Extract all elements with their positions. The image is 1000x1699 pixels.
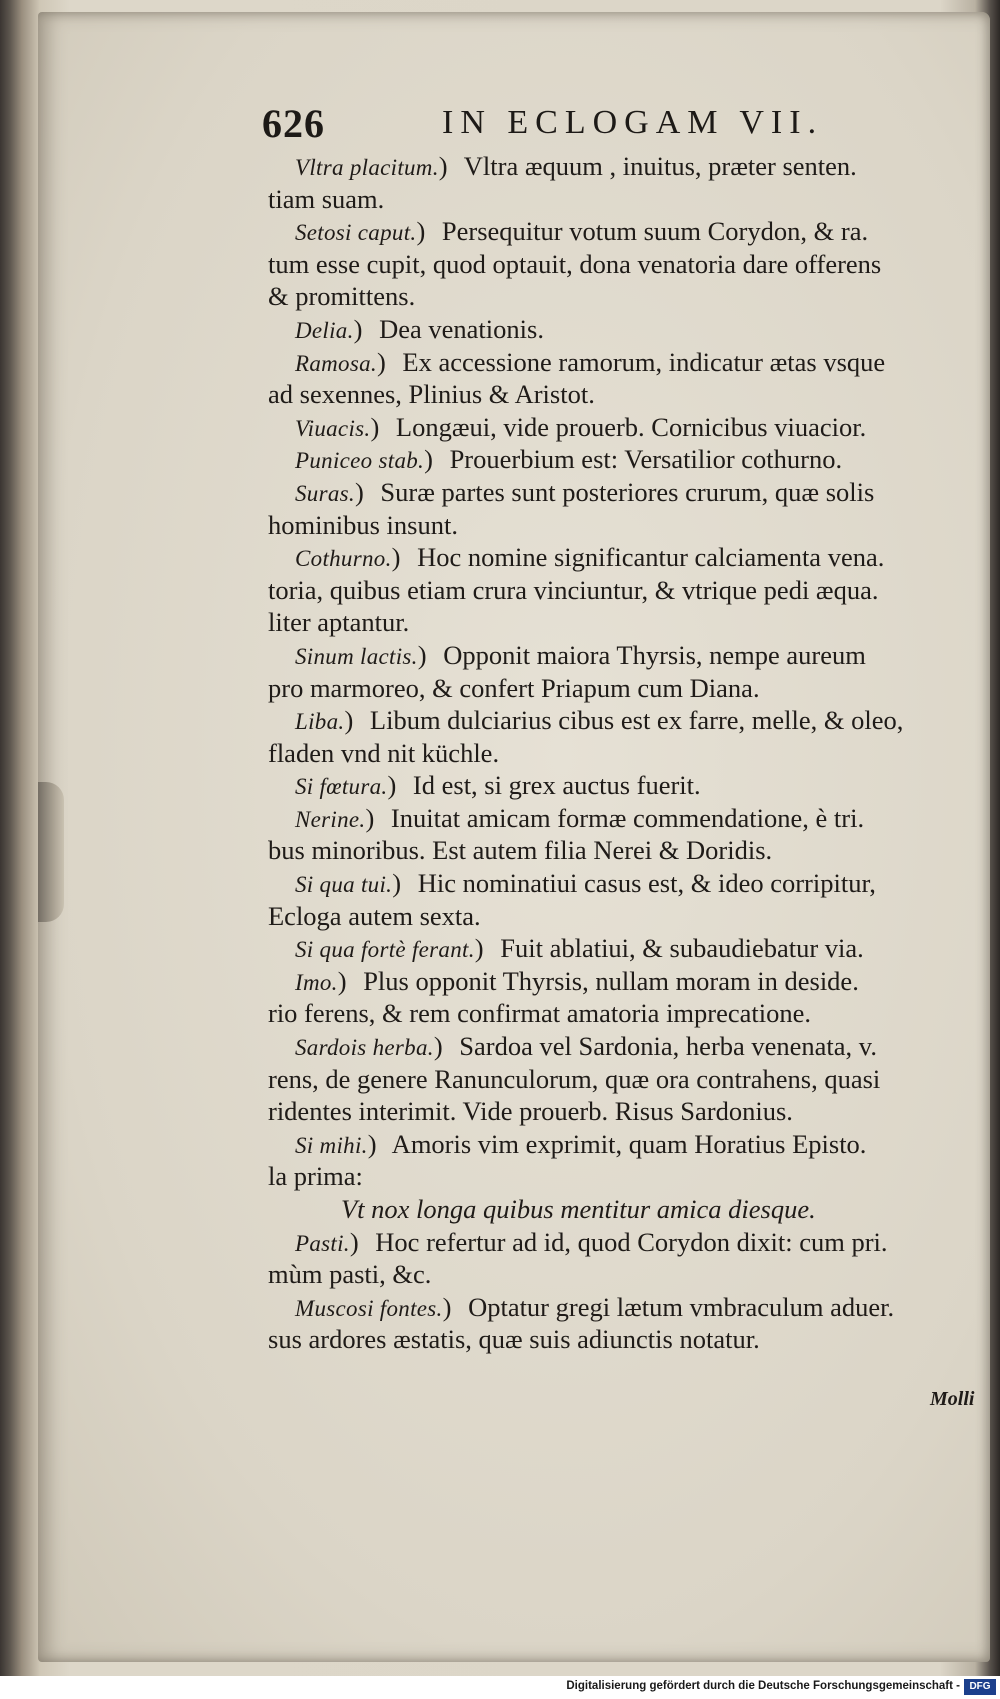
- lemma: Sardois herba.: [295, 1035, 434, 1061]
- gloss-text: Longæui, vide prouerb. Cornicibus viuacior.: [389, 411, 867, 442]
- lemma: Delia.: [295, 317, 354, 343]
- lemma-parenthesis: ): [367, 1128, 377, 1159]
- commentary-continuation: hominibus insunt.: [268, 509, 458, 540]
- commentary-entry: [268, 639, 988, 672]
- lemma-parenthesis: ): [438, 151, 448, 181]
- gloss-text: Fuit ablatiui, & subaudiebatur via.: [493, 933, 864, 964]
- lemma: Liba.: [295, 709, 345, 735]
- dfg-logo: DFG: [964, 1679, 996, 1695]
- lemma: Suras.: [295, 480, 355, 506]
- lemma-parenthesis: ): [417, 639, 427, 670]
- commentary-continuation: la prima:: [268, 1161, 363, 1192]
- lemma: Pasti.: [295, 1230, 350, 1256]
- commentary-entry: [268, 1030, 988, 1063]
- commentary-entry: [268, 313, 988, 346]
- commentary-continuation: bus minoribus. Est autem filia Nerei & Doridis.: [268, 835, 773, 866]
- lemma-parenthesis: ): [344, 705, 354, 736]
- page-number: 626: [262, 101, 325, 146]
- commentary-entry: [268, 1226, 988, 1259]
- gloss-text: Libum dulciarius cibus est ex farre, melle, & oleo,: [363, 705, 904, 736]
- commentary-entry: [268, 1128, 988, 1161]
- commentary-text: [268, 150, 988, 1356]
- lemma-parenthesis: ): [424, 444, 433, 475]
- lemma: Setosi caput.: [295, 220, 417, 246]
- commentary-entry: [268, 1291, 988, 1324]
- lemma: Si mihi.: [295, 1132, 368, 1158]
- commentary-entry: [268, 541, 988, 574]
- lemma: Vltra placitum.: [295, 155, 439, 180]
- commentary-entry: [268, 443, 988, 476]
- gloss-text: Plus opponit Thyrsis, nullam moram in deside.: [356, 965, 859, 996]
- catchword: Molli: [930, 1388, 975, 1410]
- lemma: Si qua fortè ferant.: [295, 937, 475, 963]
- lemma: Puniceo stab.: [295, 448, 425, 474]
- lemma: Nerine.: [295, 806, 366, 832]
- gloss-text: Opponit maiora Thyrsis, nempe aureum: [436, 639, 866, 670]
- gloss-text: Persequitur votum suum Corydon, & ra.: [435, 216, 869, 247]
- gloss-text: Sardoa vel Sardonia, herba venenata, v.: [452, 1031, 877, 1062]
- commentary-entry: [268, 476, 988, 509]
- gloss-text: Ex accessione ramorum, indicatur ætas vsque: [395, 346, 886, 377]
- lemma: Muscosi fontes.: [295, 1295, 443, 1321]
- gloss-text: Vltra æquum , inuitus, præter senten.: [457, 151, 857, 181]
- lemma: Si qua tui.: [295, 872, 393, 898]
- gloss-text: Optatur gregi lætum vmbraculum aduer.: [461, 1291, 895, 1322]
- gloss-text: Dea venationis.: [372, 313, 544, 344]
- gloss-text: Hoc refertur ad id, quod Corydon dixit: cum pri.: [368, 1226, 888, 1257]
- lemma-parenthesis: ): [337, 965, 347, 996]
- commentary-continuation: pro marmoreo, & confert Priapum cum Diana.: [268, 672, 760, 703]
- lemma: Imo.: [295, 969, 338, 995]
- gloss-text: Amoris vim exprimit, quam Horatius Episto.: [386, 1128, 867, 1159]
- gloss-text: Id est, si grex auctus fuerit.: [406, 770, 701, 801]
- lemma-parenthesis: ): [370, 411, 380, 442]
- commentary-entry: [268, 802, 988, 835]
- lemma-parenthesis: ): [391, 542, 401, 573]
- commentary-continuation: & promittens.: [268, 281, 416, 312]
- commentary-entry: [268, 150, 988, 183]
- page-title: IN ECLOGAM VII.: [442, 104, 824, 141]
- quotation-line: Vt nox longa quibus mentitur amica diesque.: [341, 1194, 816, 1224]
- commentary-continuation: liter aptantur.: [268, 607, 410, 638]
- lemma-parenthesis: ): [416, 216, 426, 247]
- commentary-entry: [268, 215, 988, 248]
- commentary-continuation: rens, de genere Ranunculorum, quæ ora contrahens, quasi: [268, 1063, 881, 1094]
- commentary-entry: [268, 932, 988, 965]
- gloss-text: Suræ partes sunt posteriores crurum, quæ solis: [373, 476, 875, 507]
- gloss-text: Hic nominatiui casus est, & ideo corripitur,: [411, 868, 876, 899]
- footer-credit: Digitalisierung gefördert durch die Deutsche Forschungsgemeinschaft -: [566, 1680, 960, 1692]
- lemma: Ramosa.: [295, 350, 377, 376]
- footer-bar: [0, 1676, 1000, 1699]
- lemma-parenthesis: ): [376, 346, 386, 377]
- commentary-continuation: ridentes interimit. Vide prouerb. Risus Sardonius.: [268, 1096, 793, 1127]
- lemma-parenthesis: ): [392, 868, 402, 899]
- commentary-continuation: ad sexennes, Plinius & Aristot.: [268, 379, 595, 410]
- commentary-entry: [268, 346, 988, 379]
- commentary-continuation: sus ardores æstatis, quæ suis adiunctis notatur.: [268, 1324, 760, 1355]
- gloss-text: Hoc nomine significantur calciamenta vena.: [410, 542, 885, 573]
- commentary-continuation: tiam suam.: [268, 183, 385, 214]
- lemma-parenthesis: ): [433, 1031, 443, 1062]
- commentary-continuation: Ecloga autem sexta.: [268, 900, 481, 931]
- lemma-parenthesis: ): [474, 933, 484, 964]
- gloss-text: Inuitat amicam formæ commendatione, è tri.: [384, 802, 865, 833]
- lemma-parenthesis: ): [387, 770, 397, 801]
- commentary-continuation: toria, quibus etiam crura vinciuntur, & vtrique pedi æqua.: [268, 574, 879, 605]
- lemma-parenthesis: ): [365, 802, 375, 833]
- commentary-entry: [268, 965, 988, 998]
- lemma: Cothurno.: [295, 546, 392, 572]
- gloss-text: Prouerbium est: Versatilior cothurno.: [442, 444, 843, 475]
- lemma-parenthesis: ): [353, 313, 363, 344]
- commentary-entry: [268, 867, 988, 900]
- lemma-parenthesis: ): [354, 476, 364, 507]
- running-head: [262, 100, 882, 150]
- commentary-entry: [268, 769, 988, 802]
- commentary-entry: [268, 704, 988, 737]
- lemma-parenthesis: ): [349, 1226, 359, 1257]
- page-edge-shadow: [38, 782, 64, 922]
- commentary-continuation: tum esse cupit, quod optauit, dona venatoria dare offerens: [268, 248, 882, 279]
- lemma-parenthesis: ): [442, 1291, 452, 1322]
- commentary-continuation: fladen vnd nit küchle.: [268, 737, 500, 768]
- commentary-continuation: mùm pasti, &c.: [268, 1259, 432, 1290]
- lemma: Si fœtura.: [295, 774, 388, 800]
- lemma: Sinum lactis.: [295, 643, 418, 669]
- commentary-entry: [268, 411, 988, 444]
- commentary-continuation: rio ferens, & rem confirmat amatoria imprecatione.: [268, 998, 812, 1029]
- lemma: Viuacis.: [295, 415, 371, 441]
